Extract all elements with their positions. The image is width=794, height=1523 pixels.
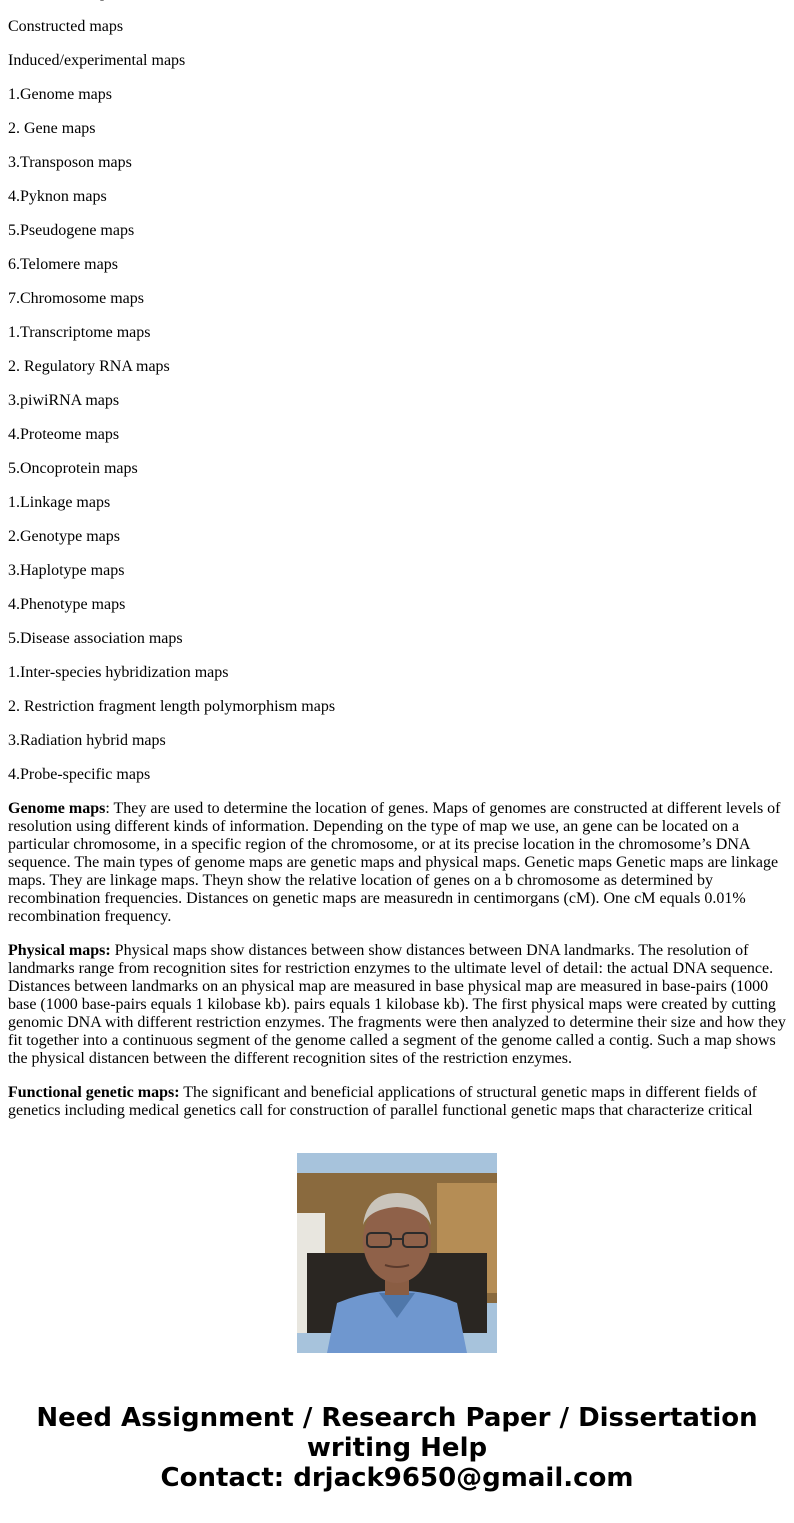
promo-line-2: writing Help — [306, 1433, 488, 1463]
list-item: Induced/experimental maps — [8, 52, 186, 69]
list-item: 1.Transcriptome maps — [8, 324, 151, 341]
list-item: 6.Telomere maps — [8, 256, 118, 273]
list-item: 4.Proteome maps — [8, 426, 120, 443]
avatar-portrait — [297, 1153, 497, 1353]
list-item: 1.Inter-species hybridization maps — [8, 664, 229, 681]
physical-maps-term: Physical maps: — [8, 942, 111, 959]
list-item: 3.Haplotype maps — [8, 562, 125, 579]
list-item: 3.piwiRNA maps — [8, 392, 120, 409]
genome-maps-paragraph — [8, 800, 786, 926]
list-item: 5.Pseudogene maps — [8, 222, 135, 239]
document-content — [8, 0, 786, 1136]
list-item: 5.Oncoprotein maps — [8, 460, 138, 477]
list-item: 2. Regulatory RNA maps — [8, 358, 170, 375]
list-item — [8, 0, 786, 2]
functional-maps-term: Functional genetic maps: — [8, 1084, 180, 1101]
list-item: 5.Disease association maps — [8, 630, 183, 647]
list-item: 2. Restriction fragment length polymorphism maps — [8, 698, 336, 715]
avatar — [297, 1153, 497, 1353]
promo-line-1: Need Assignment / Research Paper / Dissertation — [36, 1403, 758, 1433]
list-item: Constructed maps — [8, 18, 124, 35]
list-item: 1.Linkage maps — [8, 494, 111, 511]
functional-maps-paragraph — [8, 1084, 786, 1120]
list-item: 2.Genotype maps — [8, 528, 120, 545]
list-item: 4.Probe-specific maps — [8, 766, 151, 783]
promo-contact: Contact: drjack9650@gmail.com — [160, 1463, 634, 1493]
list-item: 4.Pyknon maps — [8, 188, 107, 205]
physical-maps-paragraph — [8, 942, 786, 1068]
genome-maps-term: Genome maps — [8, 800, 106, 817]
list-item: 3.Radiation hybrid maps — [8, 732, 166, 749]
promo-banner — [0, 1403, 794, 1493]
functional-maps-text: The significant and beneficial applications of structural genetic maps in different fields of genetics including medical genetics call for construction of parallel functional genetic maps that characterize critical — [8, 1084, 757, 1119]
list-item: 2. Gene maps — [8, 120, 96, 137]
physical-maps-text: Physical maps show distances between show distances between DNA landmarks. The resolution of landmarks range from recognition sites for restriction enzymes to the ultimate level of detail: the actual DNA sequence. Distances between landmarks on an physical map are measured in base physical map are measured in base-pairs (1000 base (1000 base-pairs equals 1 kilobase kb). pairs equals 1 kilobase kb). The first physical maps were created by cutting genomic DNA with different restriction enzymes. The fragments were then analyzed to determine their size and how they fit together into a continuous segment of the genome called a segment of the genome called a contig. Such a map shows the physical distancen between the different recognition sites of the restriction enzymes. — [8, 942, 786, 1067]
list-item: 4.Phenotype maps — [8, 596, 126, 613]
list-item: 3.Transposon maps — [8, 154, 132, 171]
genome-maps-text: : They are used to determine the location of genes. Maps of genomes are constructed at different levels of resolution using different kinds of information. Depending on the type of map we use, an gene can be located on a particular chromosome, in a specific region of the chromosome, or at its precise location in the chromosome’s DNA sequence. The main types of genome maps are genetic maps and physical maps. Genetic maps Genetic maps are linkage maps. They are linkage maps. Theyn show the relative location of genes on a b chromosome as determined by recombination frequencies. Distances on genetic maps are measuredn in centimorgans (cM). One cM equals 0.01% recombination frequency. — [8, 800, 781, 925]
list-item: 1.Genome maps — [8, 86, 112, 103]
list-item: 7.Chromosome maps — [8, 290, 144, 307]
